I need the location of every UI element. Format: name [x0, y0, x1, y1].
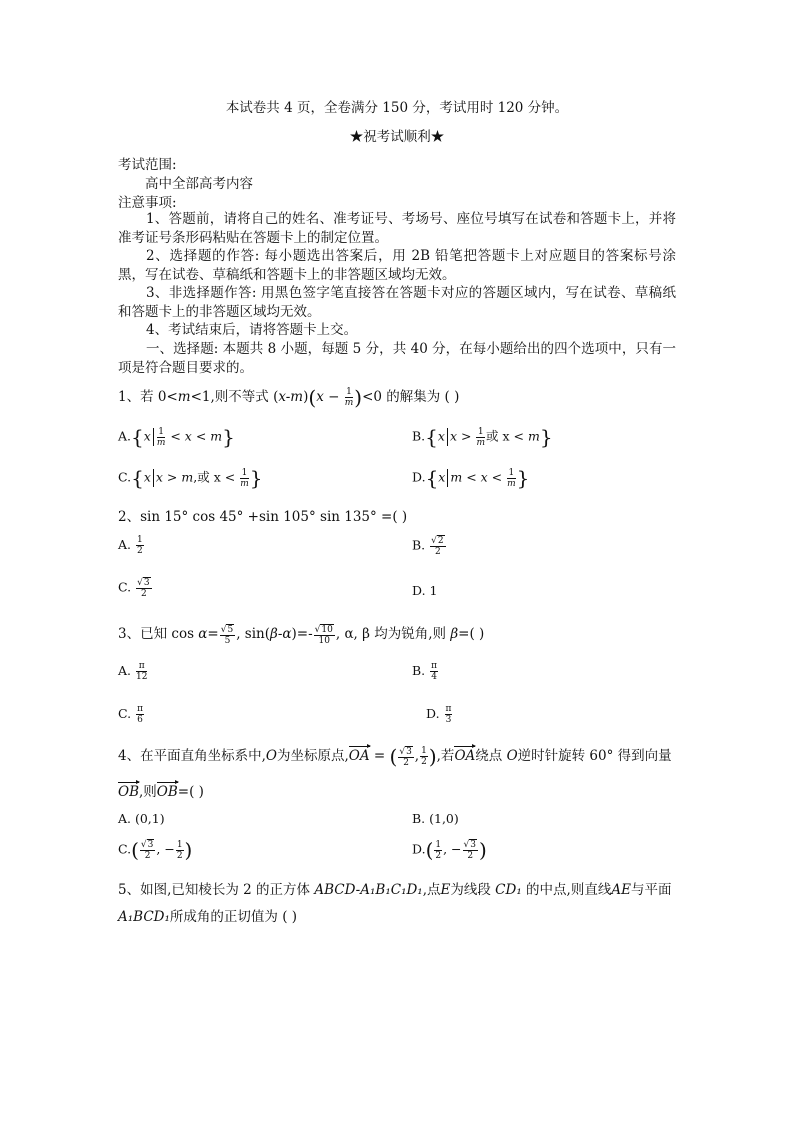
note-item-3: 3、非选择题作答: 用黑色签字笔直接答在答题卡对应的答题区域内，写在试卷、草稿纸和答题卡上的非答题区域均无效。	[118, 285, 676, 320]
note-item-4: 4、考试结束后，请将答题卡上交。	[146, 322, 358, 338]
question-1-option-d: D.{x m < x < $\frac{1}{m}$ }	[412, 466, 530, 490]
question-4-option-d: D.( $\frac{1}{2}$ , − $\frac{√3}{2}$ )	[412, 838, 487, 862]
notes-label: 注意事项:	[118, 195, 177, 211]
question-4-option-b: B. (1,0)	[412, 811, 459, 826]
question-2-option-d: D. 1	[412, 583, 438, 598]
question-4-stem-line-2: OB,则OB=( )	[118, 784, 204, 800]
question-1-option-c: C.{x x > m,或 x < $\frac{1}{m}$ }	[118, 466, 263, 490]
scope-value: 高中全部高考内容	[145, 176, 253, 192]
note-item-2: 2、选择题的作答: 每小题选出答案后，用 2B 铅笔把答题卡上对应题目的答案标号涂黑，写在试卷、草稿纸和答题卡上的非答题区域均无效。	[118, 248, 676, 283]
scope-label: 考试范围:	[118, 157, 177, 173]
question-1-option-b: B.{x x > $\frac{1}{m}$ 或 x < m}	[412, 425, 553, 449]
question-1-stem: 1、若 0<m<1,则不等式 (x-m)(x − $\frac{1}{m}$ )<0 的解集为 ( )	[118, 385, 460, 410]
good-luck-line: ★祝考试顺利★	[349, 129, 445, 145]
question-1-option-a: A.{x $\frac{1}{m}$ < x < m}	[118, 425, 235, 449]
question-3-stem: 3、已知 cos α= $\frac{√5}{5}$ , sin(β-α)=- $\frac{√10}{10}$ , α, β 均为锐角,则 β=( )	[118, 624, 485, 646]
question-3-option-c: C. $\frac{\pi}{6}$	[118, 704, 143, 725]
note-item-1: 1、答题前，请将自己的姓名、准考证号、考场号、座位号填写在试卷和答题卡上，并将准考证号条形码粘贴在答题卡上的制定位置。	[118, 211, 676, 246]
question-4-option-a: A. (0,1)	[118, 811, 165, 826]
exam-info-line: 本试卷共 4 页，全卷满分 150 分，考试用时 120 分钟。	[225, 100, 569, 116]
question-2-option-b: B. $\frac{√2}{2}$	[412, 536, 444, 557]
question-3-option-b: B. $\frac{\pi}{4}$	[412, 661, 438, 682]
question-5-stem-line-1: 5、如图,已知棱长为 2 的正方体 ABCD-A₁B₁C₁D₁,点E为线段 CD₁ 的中点,则直线AE与平面	[118, 882, 672, 898]
question-2-option-a: A. $\frac{1}{2}$	[118, 535, 143, 556]
question-3-option-d: D. $\frac{\pi}{3}$	[426, 704, 452, 725]
question-4-stem-line-1: 4、在平面直角坐标系中,O为坐标原点,OA = ( $\frac{√3}{2}$ , $\frac{1}{2}$ ),若OA绕点 O逆时针旋转 60° 得到向量	[118, 744, 672, 769]
question-3-option-a: A. $\frac{\pi}{12}$	[118, 661, 148, 682]
question-2-stem: 2、sin 15° cos 45° +sin 105° sin 135° =( )	[118, 509, 408, 525]
question-5-stem-line-2: A₁BCD₁所成角的正切值为 ( )	[118, 909, 298, 925]
question-4-option-c: C.( $\frac{√3}{2}$ , − $\frac{1}{2}$ )	[118, 838, 193, 862]
question-2-option-c: C. $\frac{√3}{2}$	[118, 578, 150, 599]
section-heading: 一、选择题: 本题共 8 小题，每题 5 分，共 40 分，在每小题给出的四个选项中，只有一项是符合题目要求的。	[118, 341, 676, 376]
